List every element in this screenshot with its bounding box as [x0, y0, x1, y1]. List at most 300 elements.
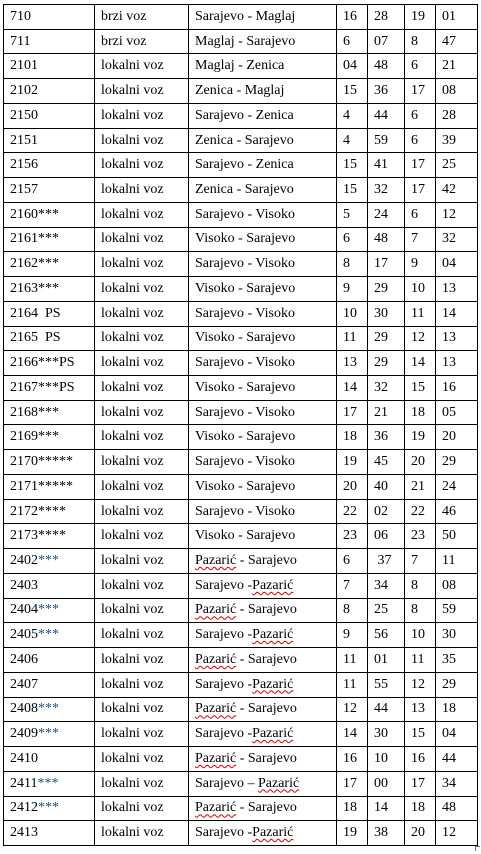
table-row [4, 351, 478, 376]
train-type: lokalni voz [95, 326, 189, 351]
arrival-hour: 18 [405, 400, 436, 425]
footnote-stars: *** [38, 800, 59, 816]
departure-hour: 14 [337, 722, 368, 747]
route-station-misspelled: Pazarić [257, 775, 300, 791]
arrival-hour: 22 [405, 499, 436, 524]
arrival-minute: 13 [436, 277, 478, 302]
departure-minute: 17 [368, 252, 405, 277]
departure-minute: 36 [368, 79, 405, 104]
route-cell [189, 202, 337, 227]
train-number-cell [4, 425, 95, 450]
arrival-minute: 04 [436, 252, 478, 277]
departure-minute: 41 [368, 153, 405, 178]
route-cell [189, 79, 337, 104]
departure-hour: 22 [337, 499, 368, 524]
departure-minute: 48 [368, 227, 405, 252]
arrival-hour: 7 [405, 549, 436, 574]
train-number-cell [4, 252, 95, 277]
table-row [4, 227, 478, 252]
train-number: 2171***** [10, 478, 73, 494]
train-number-cell [4, 623, 95, 648]
departure-minute: 44 [368, 103, 405, 128]
route-cell [189, 697, 337, 722]
route-text: Sarajevo - [195, 577, 253, 593]
train-number-cell [4, 227, 95, 252]
departure-hour: 20 [337, 474, 368, 499]
train-timetable [3, 4, 478, 846]
departure-hour: 15 [337, 178, 368, 203]
departure-hour: 11 [337, 648, 368, 673]
table-row [4, 326, 478, 351]
route-station-misspelled: Pazarić [252, 726, 294, 742]
train-number-cell [4, 722, 95, 747]
train-number: 2412 [10, 800, 38, 816]
table-row [4, 747, 478, 772]
route-cell [189, 549, 337, 574]
departure-minute: 24 [368, 202, 405, 227]
train-number-cell [4, 277, 95, 302]
arrival-minute: 01 [436, 5, 478, 30]
train-type: lokalni voz [95, 178, 189, 203]
page-corner-mark [475, 846, 480, 851]
train-number: 2165 PS [10, 330, 61, 346]
departure-minute: 37 [368, 549, 405, 574]
departure-hour: 6 [337, 549, 368, 574]
arrival-minute: 14 [436, 301, 478, 326]
train-type: lokalni voz [95, 771, 189, 796]
route-text: Sarajevo - Visoko [195, 454, 295, 470]
table-row [4, 672, 478, 697]
departure-minute: 38 [368, 821, 405, 846]
train-number-cell [4, 450, 95, 475]
train-number-cell [4, 400, 95, 425]
route-text: - Sarajevo [236, 553, 297, 569]
train-number-cell [4, 128, 95, 153]
train-number-cell [4, 821, 95, 846]
arrival-hour: 17 [405, 79, 436, 104]
route-cell [189, 153, 337, 178]
train-type: lokalni voz [95, 474, 189, 499]
train-number: 2404 [10, 602, 38, 618]
arrival-hour: 20 [405, 821, 436, 846]
arrival-hour: 20 [405, 450, 436, 475]
arrival-hour: 21 [405, 474, 436, 499]
departure-hour: 19 [337, 821, 368, 846]
train-number: 2413 [10, 825, 38, 841]
arrival-minute: 05 [436, 400, 478, 425]
table-row [4, 722, 478, 747]
table-row [4, 474, 478, 499]
route-cell [189, 178, 337, 203]
train-number-cell [4, 376, 95, 401]
arrival-hour: 12 [405, 326, 436, 351]
arrival-minute: 21 [436, 54, 478, 79]
arrival-hour: 6 [405, 202, 436, 227]
train-number: 2156 [10, 157, 38, 173]
departure-minute: 07 [368, 29, 405, 54]
departure-hour: 11 [337, 672, 368, 697]
train-type: lokalni voz [95, 400, 189, 425]
train-number: 2406 [10, 651, 38, 667]
departure-hour: 11 [337, 326, 368, 351]
train-type: lokalni voz [95, 376, 189, 401]
train-number-cell [4, 747, 95, 772]
route-text: Visoko - Sarajevo [195, 330, 296, 346]
arrival-minute: 34 [436, 771, 478, 796]
table-row [4, 821, 478, 846]
route-station-misspelled: Pazarić [195, 651, 237, 667]
departure-minute: 29 [368, 351, 405, 376]
departure-minute: 32 [368, 178, 405, 203]
arrival-minute: 20 [436, 425, 478, 450]
train-number: 2168*** [10, 404, 59, 420]
table-row [4, 103, 478, 128]
table-row [4, 499, 478, 524]
departure-hour: 23 [337, 524, 368, 549]
train-number: 2407 [10, 676, 38, 692]
departure-minute: 00 [368, 771, 405, 796]
table-row [4, 277, 478, 302]
route-station-misspelled: Pazarić [252, 577, 294, 593]
arrival-minute: 48 [436, 796, 478, 821]
train-type: lokalni voz [95, 499, 189, 524]
route-cell [189, 722, 337, 747]
route-text: - Sarajevo [236, 602, 297, 618]
train-number: 2164 PS [10, 305, 61, 321]
arrival-minute: 08 [436, 79, 478, 104]
table-row [4, 202, 478, 227]
train-type: lokalni voz [95, 672, 189, 697]
table-row [4, 54, 478, 79]
train-type: lokalni voz [95, 227, 189, 252]
footnote-stars: *** [38, 701, 59, 717]
arrival-hour: 14 [405, 351, 436, 376]
footnote-stars: *** [38, 602, 59, 618]
route-cell [189, 474, 337, 499]
departure-hour: 18 [337, 796, 368, 821]
arrival-minute: 12 [436, 821, 478, 846]
route-cell [189, 227, 337, 252]
arrival-minute: 24 [436, 474, 478, 499]
route-cell [189, 54, 337, 79]
train-type: lokalni voz [95, 796, 189, 821]
table-row [4, 252, 478, 277]
route-text: Maglaj - Sarajevo [195, 33, 296, 49]
train-type: lokalni voz [95, 722, 189, 747]
route-cell [189, 103, 337, 128]
train-number: 2410 [10, 750, 38, 766]
route-cell [189, 450, 337, 475]
route-cell [189, 771, 337, 796]
route-text: Sarajevo - Visoko [195, 305, 295, 321]
departure-hour: 12 [337, 697, 368, 722]
departure-minute: 06 [368, 524, 405, 549]
arrival-minute: 32 [436, 227, 478, 252]
route-cell [189, 128, 337, 153]
departure-hour: 9 [337, 277, 368, 302]
arrival-minute: 13 [436, 326, 478, 351]
route-text: Sarajevo - Visoko [195, 503, 295, 519]
route-cell [189, 573, 337, 598]
route-station-misspelled: Pazarić [195, 750, 237, 766]
arrival-minute: 29 [436, 450, 478, 475]
departure-minute: 34 [368, 573, 405, 598]
route-cell [189, 277, 337, 302]
route-station-misspelled: Pazarić [252, 627, 294, 643]
train-number-cell [4, 5, 95, 30]
departure-minute: 10 [368, 747, 405, 772]
train-number: 2402 [10, 553, 38, 569]
departure-minute: 56 [368, 623, 405, 648]
arrival-minute: 35 [436, 648, 478, 673]
departure-minute: 21 [368, 400, 405, 425]
departure-minute: 44 [368, 697, 405, 722]
arrival-minute: 18 [436, 697, 478, 722]
train-number: 2408 [10, 701, 38, 717]
train-number-cell [4, 796, 95, 821]
arrival-minute: 47 [436, 29, 478, 54]
train-number-cell [4, 79, 95, 104]
train-number: 2101 [10, 58, 38, 74]
arrival-hour: 12 [405, 672, 436, 697]
departure-minute: 30 [368, 722, 405, 747]
route-cell [189, 648, 337, 673]
departure-hour: 16 [337, 747, 368, 772]
route-text: Sarajevo - Visoko [195, 404, 295, 420]
route-cell [189, 5, 337, 30]
arrival-hour: 10 [405, 623, 436, 648]
train-number: 2405 [10, 627, 38, 643]
arrival-hour: 23 [405, 524, 436, 549]
arrival-minute: 28 [436, 103, 478, 128]
departure-hour: 7 [337, 573, 368, 598]
arrival-hour: 11 [405, 648, 436, 673]
route-text: Sarajevo - Zenica [195, 107, 294, 123]
footnote-stars: *** [38, 726, 59, 742]
route-cell [189, 796, 337, 821]
train-number-cell [4, 54, 95, 79]
train-type: lokalni voz [95, 598, 189, 623]
route-cell [189, 252, 337, 277]
table-row [4, 697, 478, 722]
route-text: Maglaj - Zenica [195, 58, 285, 74]
arrival-minute: 50 [436, 524, 478, 549]
train-number: 2166***PS [10, 355, 75, 371]
departure-hour: 4 [337, 103, 368, 128]
route-cell [189, 598, 337, 623]
train-type: lokalni voz [95, 277, 189, 302]
departure-minute: 40 [368, 474, 405, 499]
route-cell [189, 821, 337, 846]
train-type: lokalni voz [95, 425, 189, 450]
route-text: Sarajevo - [195, 676, 253, 692]
route-station-misspelled: Pazarić [195, 701, 237, 717]
table-row [4, 79, 478, 104]
route-cell [189, 524, 337, 549]
route-cell [189, 400, 337, 425]
arrival-minute: 39 [436, 128, 478, 153]
train-number: 2411 [10, 775, 38, 791]
arrival-hour: 6 [405, 128, 436, 153]
route-text: Sarajevo - Visoko [195, 355, 295, 371]
arrival-hour: 11 [405, 301, 436, 326]
departure-hour: 6 [337, 227, 368, 252]
train-number-cell [4, 178, 95, 203]
route-cell [189, 623, 337, 648]
train-type: brzi voz [95, 29, 189, 54]
route-text: Visoko - Sarajevo [195, 379, 296, 395]
train-number-cell [4, 153, 95, 178]
train-type: lokalni voz [95, 623, 189, 648]
table-row [4, 425, 478, 450]
route-station-misspelled: Pazarić [195, 602, 237, 618]
train-number-cell [4, 549, 95, 574]
table-row [4, 128, 478, 153]
route-text: Sarajevo - Visoko [195, 206, 295, 222]
arrival-minute: 42 [436, 178, 478, 203]
train-type: lokalni voz [95, 128, 189, 153]
train-number-cell [4, 573, 95, 598]
train-number: 2167***PS [10, 379, 75, 395]
departure-minute: 55 [368, 672, 405, 697]
route-cell [189, 351, 337, 376]
arrival-hour: 8 [405, 598, 436, 623]
arrival-minute: 46 [436, 499, 478, 524]
arrival-hour: 19 [405, 5, 436, 30]
departure-minute: 01 [368, 648, 405, 673]
departure-hour: 8 [337, 252, 368, 277]
departure-hour: 04 [337, 54, 368, 79]
train-type: lokalni voz [95, 351, 189, 376]
departure-minute: 14 [368, 796, 405, 821]
train-type: lokalni voz [95, 549, 189, 574]
arrival-minute: 29 [436, 672, 478, 697]
train-number: 2173**** [10, 528, 66, 544]
arrival-minute: 16 [436, 376, 478, 401]
train-number-cell [4, 103, 95, 128]
table-row [4, 178, 478, 203]
route-station-misspelled: Pazarić [252, 825, 294, 841]
train-type: lokalni voz [95, 54, 189, 79]
route-text: - Sarajevo [236, 800, 297, 816]
footnote-stars: *** [37, 775, 59, 791]
route-cell [189, 376, 337, 401]
route-text: Sarajevo - [195, 825, 253, 841]
table-row [4, 301, 478, 326]
train-type: lokalni voz [95, 648, 189, 673]
route-station-misspelled: Pazarić [195, 553, 237, 569]
route-text: - Sarajevo [236, 750, 297, 766]
train-number: 2161*** [10, 231, 59, 247]
route-text: Zenica - Maglaj [195, 83, 285, 99]
train-type: lokalni voz [95, 524, 189, 549]
footnote-stars: *** [38, 627, 59, 643]
departure-hour: 4 [337, 128, 368, 153]
train-number-cell [4, 326, 95, 351]
train-number-cell [4, 771, 95, 796]
arrival-hour: 7 [405, 227, 436, 252]
train-number-cell [4, 499, 95, 524]
train-number-cell [4, 301, 95, 326]
departure-hour: 17 [337, 400, 368, 425]
route-text: Visoko - Sarajevo [195, 478, 296, 494]
arrival-hour: 10 [405, 277, 436, 302]
table-row [4, 524, 478, 549]
departure-minute: 25 [368, 598, 405, 623]
train-type: lokalni voz [95, 301, 189, 326]
route-text: Visoko - Sarajevo [195, 528, 296, 544]
route-text: Sarajevo - Maglaj [195, 8, 296, 24]
route-station-misspelled: Pazarić [252, 676, 294, 692]
arrival-hour: 16 [405, 747, 436, 772]
departure-hour: 9 [337, 623, 368, 648]
train-number: 2169*** [10, 429, 59, 445]
departure-hour: 13 [337, 351, 368, 376]
train-number: 2150 [10, 107, 38, 123]
route-text: - Sarajevo [236, 651, 297, 667]
departure-hour: 15 [337, 79, 368, 104]
table-row [4, 5, 478, 30]
arrival-minute: 25 [436, 153, 478, 178]
departure-minute: 59 [368, 128, 405, 153]
route-text: - Sarajevo [236, 701, 297, 717]
arrival-minute: 04 [436, 722, 478, 747]
train-number-cell [4, 202, 95, 227]
train-number: 711 [10, 33, 31, 49]
table-row [4, 549, 478, 574]
arrival-minute: 12 [436, 202, 478, 227]
table-row [4, 400, 478, 425]
arrival-hour: 9 [405, 252, 436, 277]
train-number-cell [4, 672, 95, 697]
arrival-hour: 18 [405, 796, 436, 821]
train-number: 2160*** [10, 206, 59, 222]
train-type: brzi voz [95, 5, 189, 30]
train-type: lokalni voz [95, 573, 189, 598]
arrival-hour: 8 [405, 29, 436, 54]
departure-minute: 29 [368, 326, 405, 351]
train-type: lokalni voz [95, 103, 189, 128]
train-type: lokalni voz [95, 252, 189, 277]
arrival-hour: 8 [405, 573, 436, 598]
train-number-cell [4, 648, 95, 673]
arrival-hour: 17 [405, 771, 436, 796]
train-type: lokalni voz [95, 697, 189, 722]
train-number: 2170***** [10, 454, 73, 470]
route-cell [189, 747, 337, 772]
train-number: 2163*** [10, 280, 59, 296]
departure-minute: 02 [368, 499, 405, 524]
route-text: Zenica - Sarajevo [195, 132, 294, 148]
arrival-hour: 19 [405, 425, 436, 450]
route-text: Sarajevo - [195, 726, 253, 742]
departure-hour: 17 [337, 771, 368, 796]
arrival-hour: 6 [405, 54, 436, 79]
route-text: Zenica - Sarajevo [195, 182, 294, 197]
arrival-minute: 59 [436, 598, 478, 623]
arrival-hour: 15 [405, 722, 436, 747]
train-type: lokalni voz [95, 747, 189, 772]
arrival-minute: 30 [436, 623, 478, 648]
train-number: 2403 [10, 577, 38, 593]
table-row [4, 623, 478, 648]
train-number-cell [4, 474, 95, 499]
arrival-hour: 17 [405, 153, 436, 178]
route-text: Sarajevo - Zenica [195, 157, 294, 173]
departure-hour: 6 [337, 29, 368, 54]
table-row [4, 153, 478, 178]
route-text: Visoko - Sarajevo [195, 280, 296, 296]
